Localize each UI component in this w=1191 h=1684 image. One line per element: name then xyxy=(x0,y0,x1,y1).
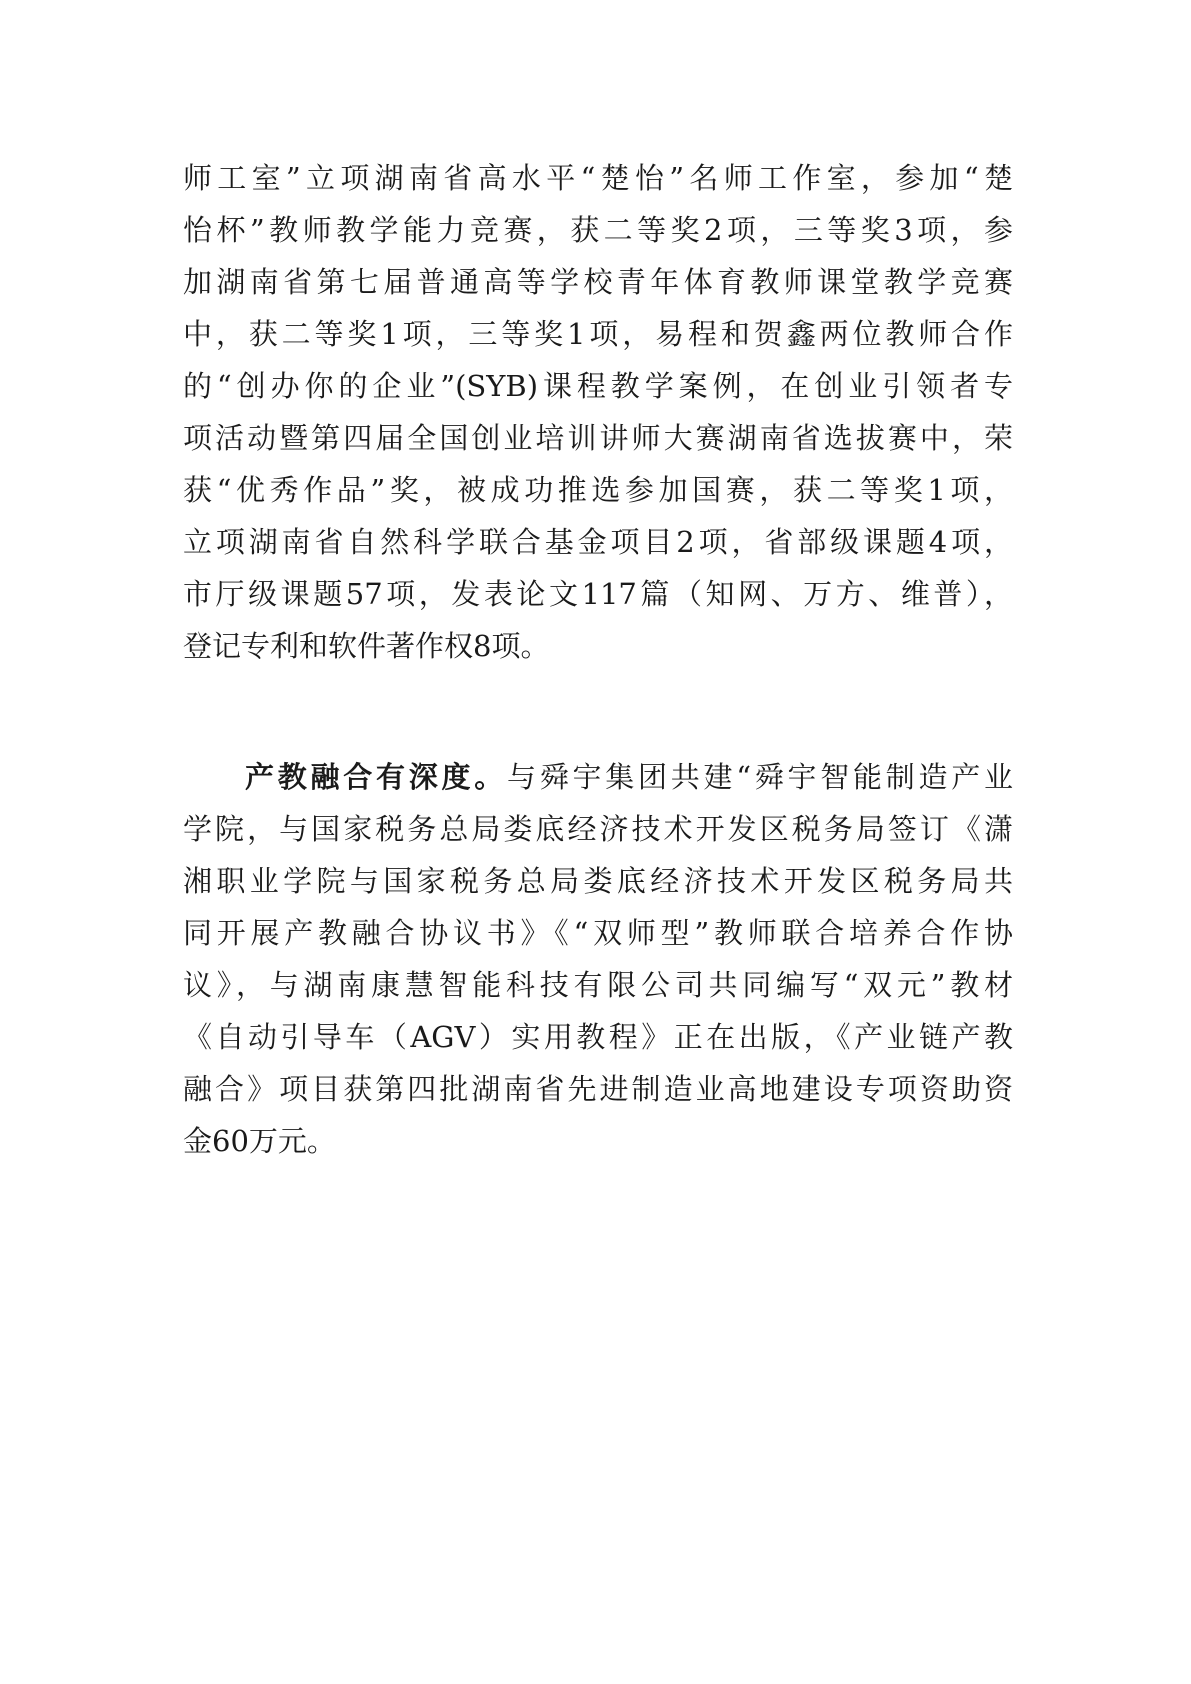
text-line: 议》，与湖南康慧智能科技有限公司共同编写“双元”教材 xyxy=(183,968,1013,1002)
text-line: 学院，与国家税务总局娄底经济技术开发区税务局签订《潇 xyxy=(183,812,1013,846)
text-line: 加湖南省第七届普通高等学校青年体育教师课堂教学竞赛 xyxy=(183,265,1013,299)
text-line: 同开展产教融合协议书》《“双师型”教师联合培养合作协 xyxy=(183,916,1013,950)
heading-continuation: 与舜宇集团共建“舜宇智能制造产业 xyxy=(506,760,1013,794)
text-line: 中，获二等奖1项，三等奖1项，易程和贺鑫两位教师合作 xyxy=(183,317,1013,351)
text-line: 怡杯”教师教学能力竞赛，获二等奖2项，三等奖3项，参 xyxy=(183,213,1013,247)
text-line: 立项湖南省自然科学联合基金项目2项，省部级课题4项， xyxy=(183,525,1013,559)
text-line: 融合》项目获第四批湖南省先进制造业高地建设专项资助资 xyxy=(183,1072,1013,1106)
text-line: 《自动引导车（AGV）实用教程》正在出版，《产业链产教 xyxy=(183,1020,1013,1054)
text-line: 师工室”立项湖南省高水平“楚怡”名师工作室，参加“楚 xyxy=(183,161,1013,195)
text-line: 获“优秀作品”奖，被成功推选参加国赛，获二等奖1项， xyxy=(183,473,1013,507)
text-line: 金60万元。 xyxy=(183,1124,336,1158)
text-line: 登记专利和软件著作权8项。 xyxy=(183,629,550,663)
text-line: 湘职业学院与国家税务总局娄底经济技术开发区税务局共 xyxy=(183,864,1013,898)
paragraph-first-line xyxy=(245,757,1013,797)
text-line: 项活动暨第四届全国创业培训讲师大赛湖南省选拔赛中，荣 xyxy=(183,421,1013,455)
paragraph-heading: 产教融合有深度。 xyxy=(245,760,507,794)
text-line: 市厅级课题57项，发表论文117篇（知网、万方、维普）， xyxy=(183,577,1013,611)
text-line: 的“创办你的企业”(SYB)课程教学案例，在创业引领者专 xyxy=(183,369,1013,403)
